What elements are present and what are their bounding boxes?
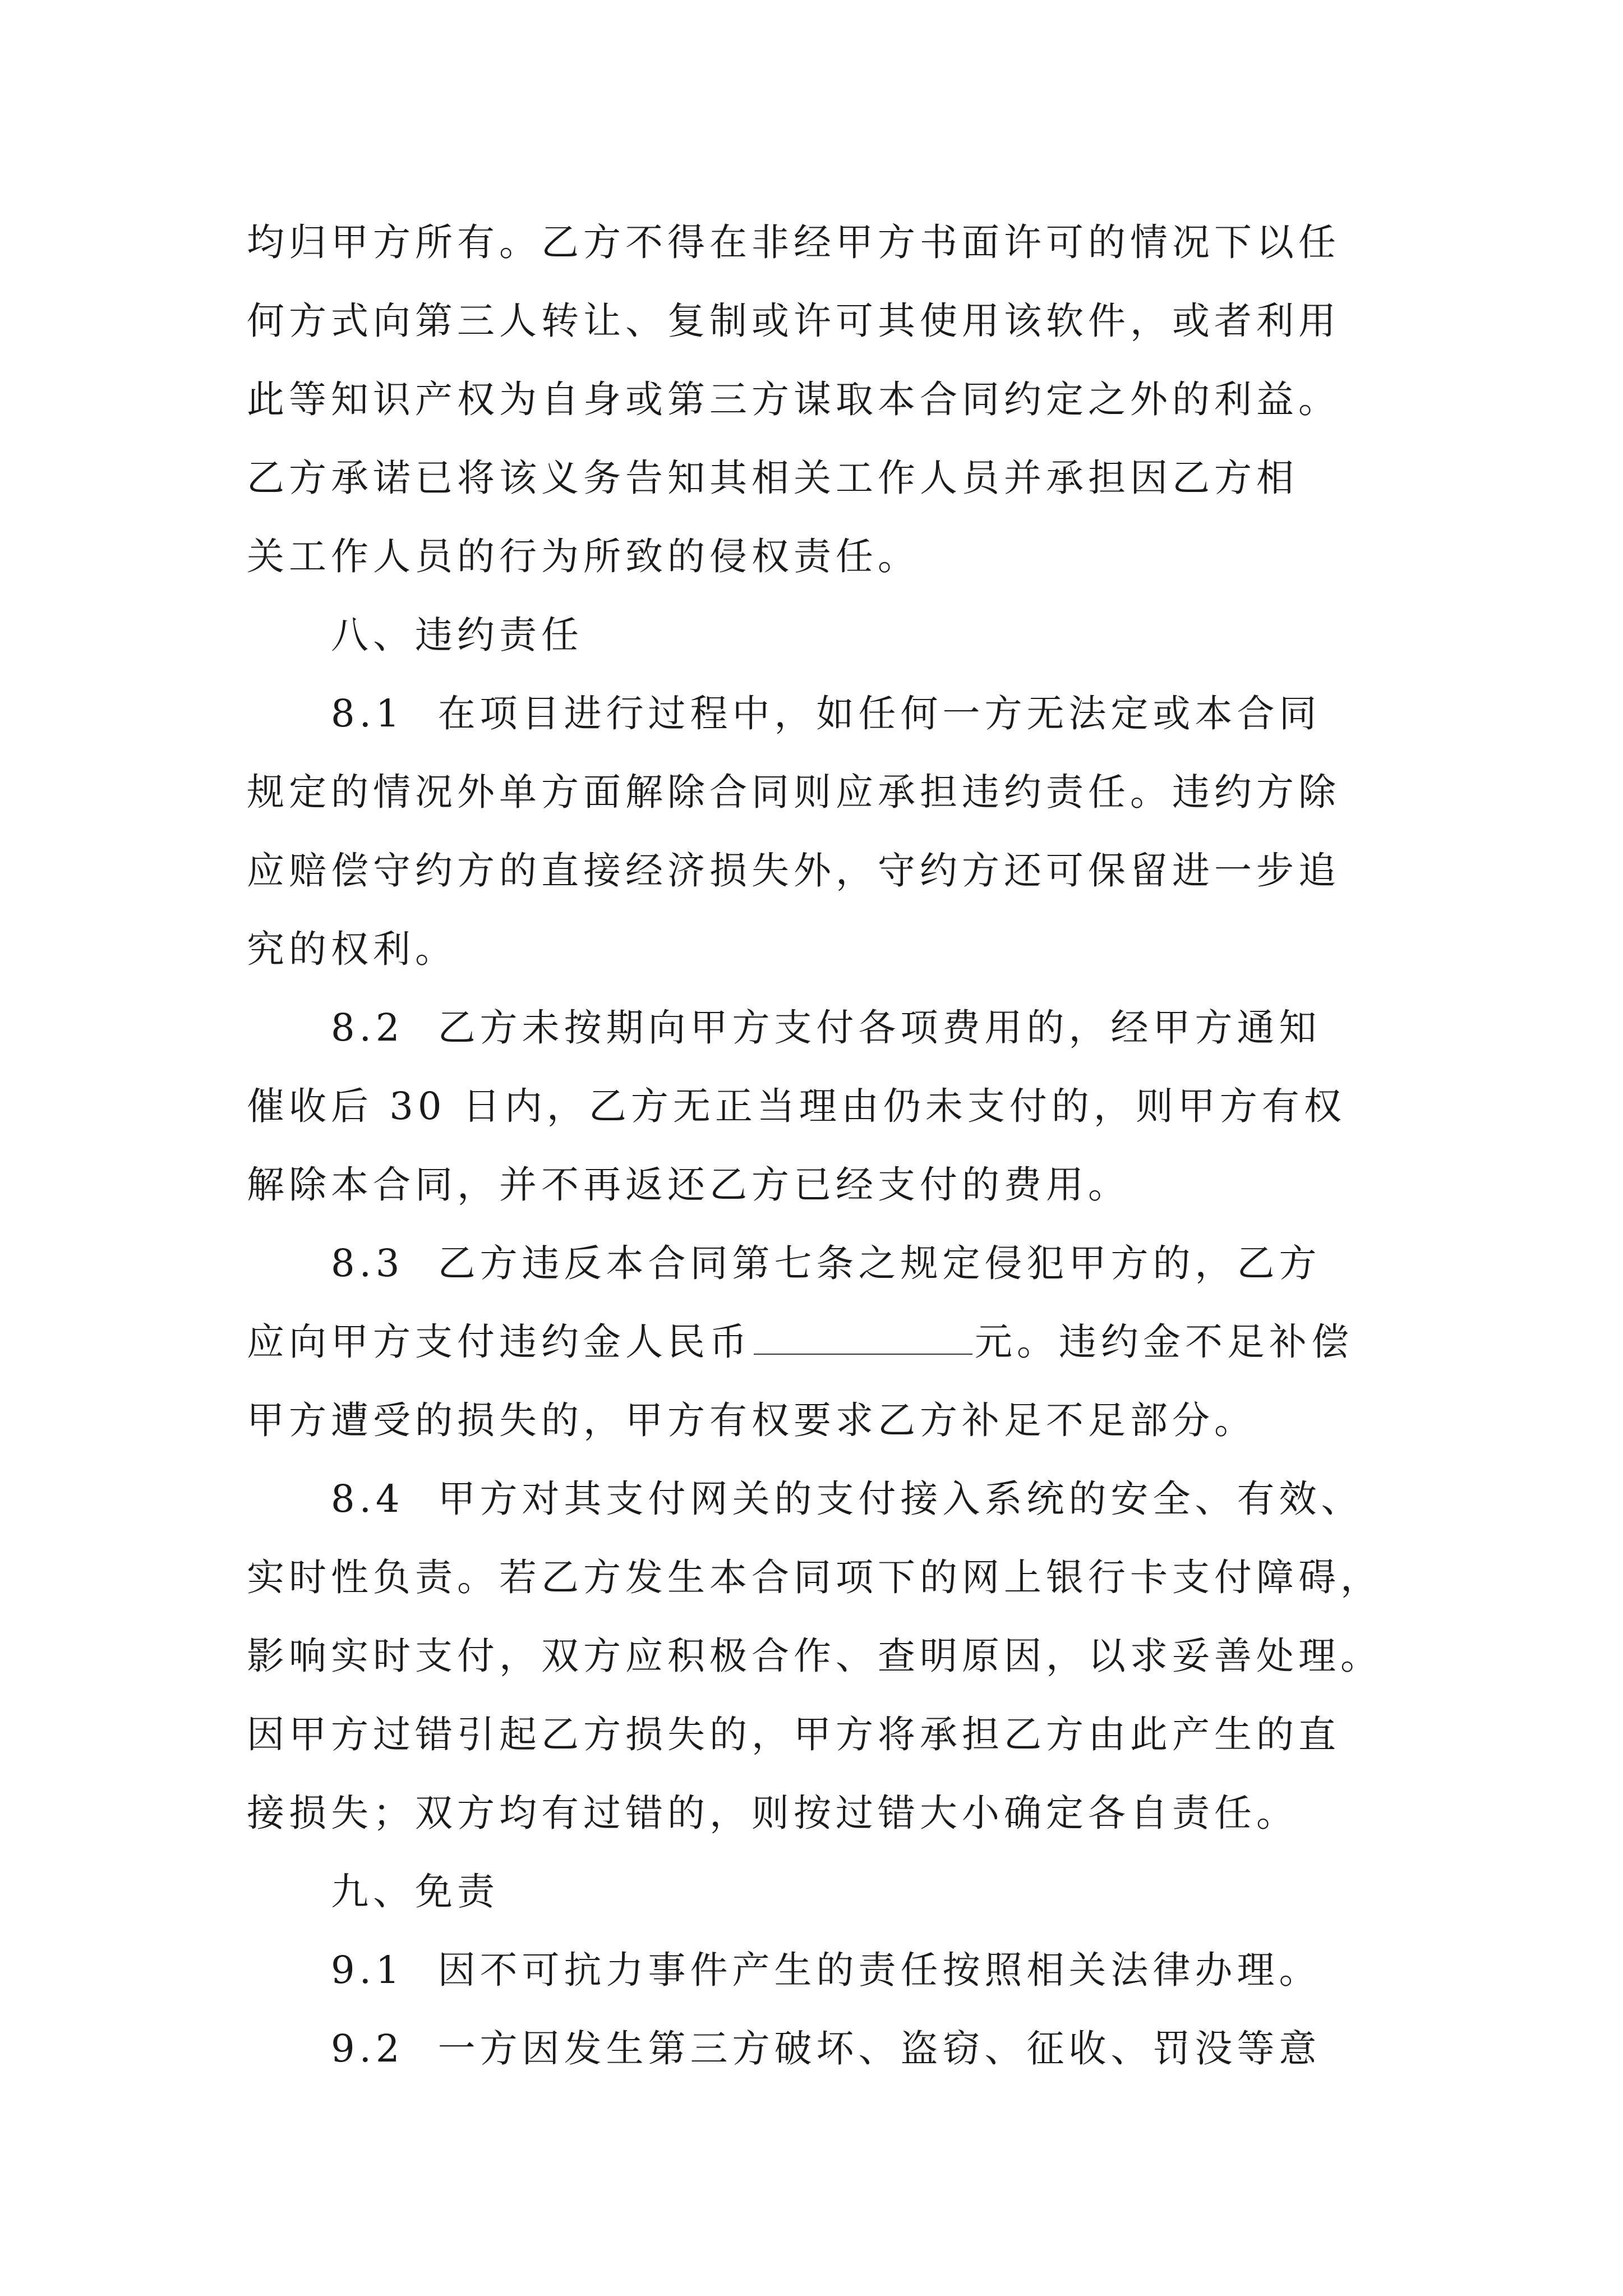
line-text: 解除本合同，并不再返还乙方已经支付的费用。	[247, 1163, 1130, 1207]
line-text: 在项目进行过程中，如任何一方无法定或本合同	[437, 692, 1321, 735]
text-line	[247, 674, 1391, 753]
line-text: 实时性负责。若乙方发生本合同项下的网上银行卡支付障碍，	[247, 1556, 1382, 1599]
text-line	[247, 988, 1391, 1067]
text-line	[247, 1460, 1391, 1538]
line-text: 八、违约责任	[331, 613, 583, 657]
text-line	[247, 1067, 1391, 1145]
line-text: 因不可抗力事件产生的责任按照相关法律办理。	[437, 1948, 1321, 1992]
line-text: 催收后 30 日内，乙方无正当理由仍未支付的，则甲方有权	[247, 1084, 1346, 1128]
line-text: 影响实时支付，双方应积极合作、查明原因，以求妥善处理。	[247, 1634, 1382, 1678]
text-line	[247, 517, 1391, 596]
clause-number: 8.3	[331, 1241, 404, 1285]
line-text: 此等知识产权为自身或第三方谋取本合同约定之外的利益。	[247, 378, 1340, 421]
text-line	[247, 910, 1391, 988]
text-line	[247, 2009, 1391, 2088]
line-text: 乙方违反本合同第七条之规定侵犯甲方的，乙方	[437, 1241, 1321, 1285]
text-line	[247, 1145, 1391, 1224]
text-line	[247, 1617, 1391, 1695]
text-line	[247, 1931, 1391, 2009]
text-line	[247, 831, 1391, 910]
line-text: 九、免责	[331, 1870, 499, 1913]
text-line	[247, 1303, 1391, 1381]
line-text: 甲方遭受的损失的，甲方有权要求乙方补足不足部分。	[247, 1398, 1256, 1442]
text-line	[247, 203, 1391, 282]
line-text: 因甲方过错引起乙方损失的，甲方将承担乙方由此产生的直	[247, 1713, 1340, 1756]
text-line	[247, 439, 1391, 517]
clause-number: 8.4	[331, 1477, 404, 1521]
penalty-amount-blank	[754, 1320, 972, 1355]
line-text: 应赔偿守约方的直接经济损失外，守约方还可保留进一步追	[247, 849, 1340, 892]
text-line	[247, 1774, 1391, 1852]
line-text: 乙方承诺已将该义务告知其相关工作人员并承担因乙方相	[247, 456, 1298, 500]
line-text: 均归甲方所有。乙方不得在非经甲方书面许可的情况下以任	[247, 220, 1340, 264]
line-text: 一方因发生第三方破坏、盗窃、征收、罚没等意	[437, 2027, 1321, 2070]
text-line	[247, 1538, 1391, 1617]
text-line	[247, 1695, 1391, 1774]
line-text: 关工作人员的行为所致的侵权责任。	[247, 535, 920, 578]
line-text: 甲方对其支付网关的支付接入系统的安全、有效、	[437, 1477, 1363, 1521]
text-line	[247, 1381, 1391, 1460]
clause-number: 9.2	[331, 2027, 404, 2070]
line-text: 接损失；双方均有过错的，则按过错大小确定各自责任。	[247, 1791, 1298, 1835]
line-text: 乙方未按期向甲方支付各项费用的，经甲方通知	[437, 1006, 1321, 1050]
line-text: 规定的情况外单方面解除合同则应承担违约责任。违约方除	[247, 770, 1340, 814]
clause-number: 9.1	[331, 1948, 404, 1992]
text-line	[247, 753, 1391, 831]
text-line	[247, 596, 1391, 674]
contract-text	[247, 203, 1391, 2088]
line-text: 何方式向第三人转让、复制或许可其使用该软件，或者利用	[247, 299, 1340, 343]
clause-number: 8.1	[331, 692, 404, 735]
text-line	[247, 1852, 1391, 1931]
text-line	[247, 1224, 1391, 1303]
text-line	[247, 360, 1391, 439]
line-text: 究的权利。	[247, 927, 457, 971]
text-line	[247, 282, 1391, 360]
penalty-text-before: 应向甲方支付违约金人民币	[247, 1320, 751, 1364]
clause-number: 8.2	[331, 1006, 404, 1050]
penalty-text-after: 元。违约金不足补偿	[975, 1320, 1353, 1364]
